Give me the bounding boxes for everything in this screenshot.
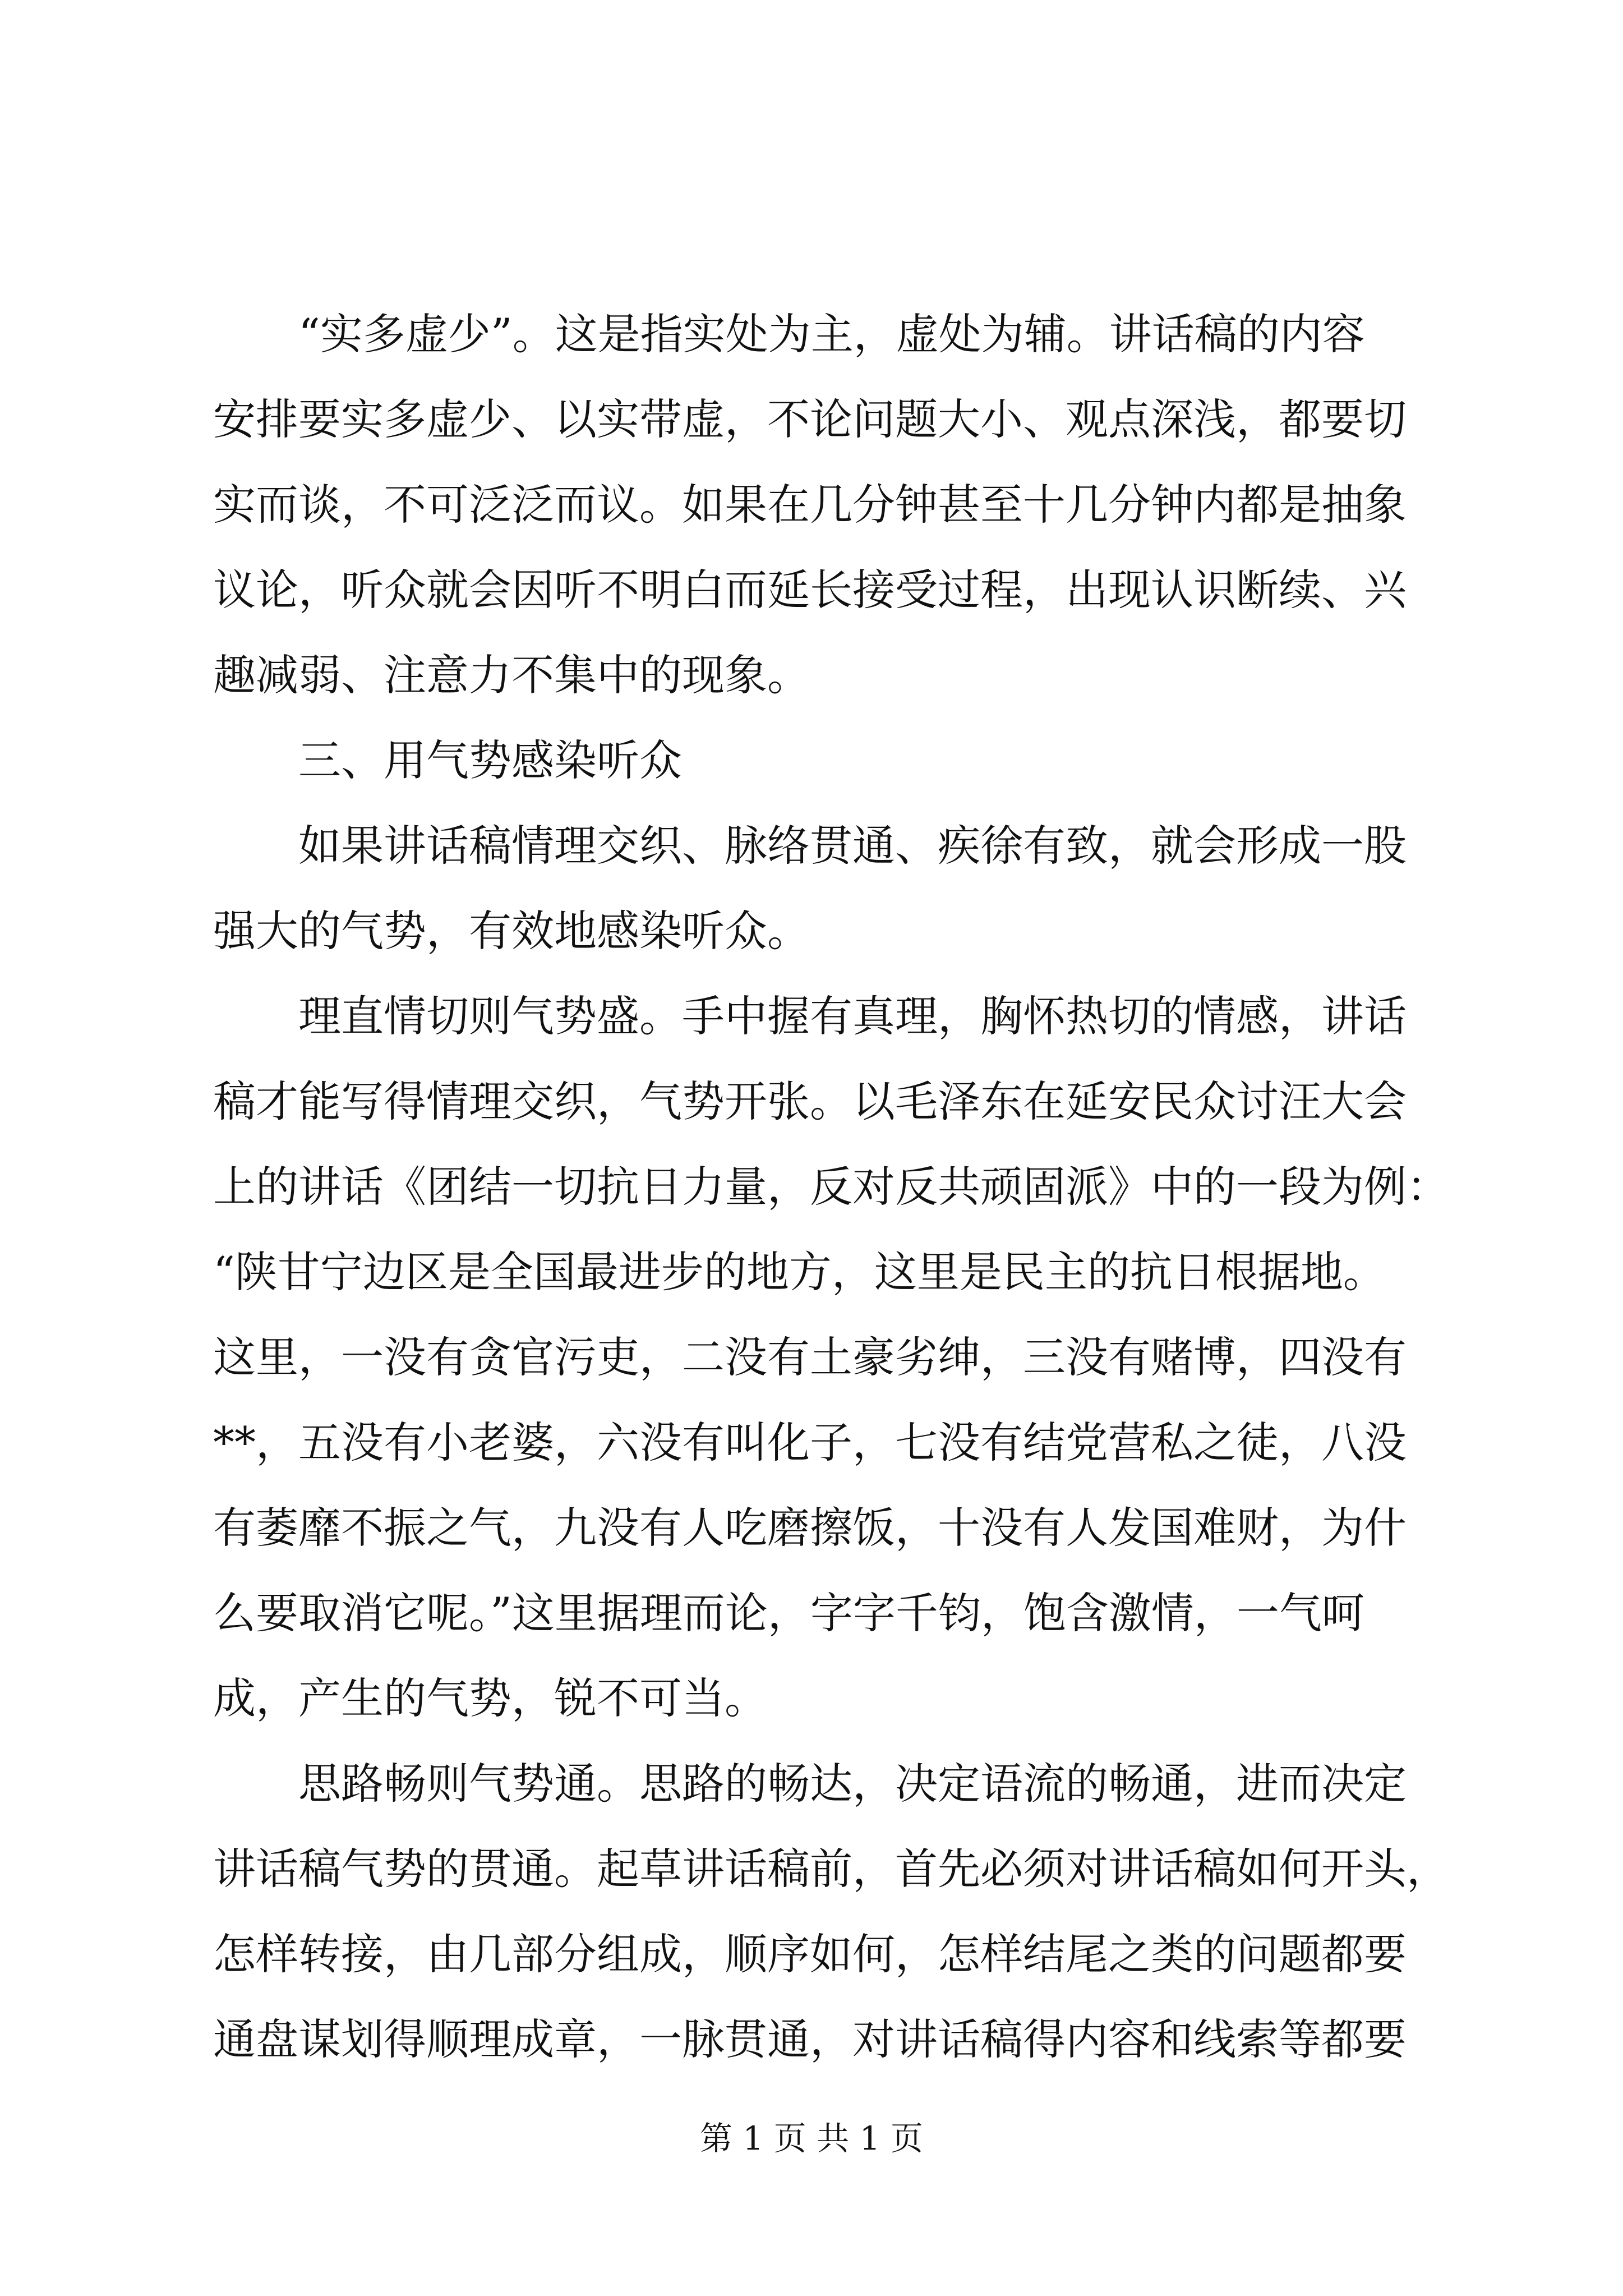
page-footer	[0, 2116, 1623, 2161]
text-line: “实多虚少”。这是指实处为主，虚处为辅。讲话稿的内容	[298, 309, 1365, 359]
text-line: 上的讲话《团结一切抗日力量，反对反共顽固派》中的一段为例：	[213, 1162, 1449, 1212]
text-line: 如果讲话稿情理交织、脉络贯通、疾徐有致，就会形成一股	[298, 821, 1407, 871]
text-line: 安排要实多虚少、以实带虚，不论问题大小、观点深浅，都要切	[213, 394, 1407, 444]
document-body	[213, 292, 1449, 2082]
text-line: 稿才能写得情理交织，气势开张。以毛泽东在延安民众讨汪大会	[213, 1076, 1407, 1126]
section-heading: 三、用气势感染听众	[298, 735, 682, 785]
text-line: 怎样转接，由几部分组成，顺序如何，怎样结尾之类的问题都要	[213, 1929, 1407, 1979]
text-line: 议论，听众就会因听不明白而延长接受过程，出现认识断续、兴	[213, 565, 1407, 615]
text-line: “陕甘宁边区是全国最进步的地方，这里是民主的抗日根据地。	[213, 1247, 1386, 1297]
text-line: 么要取消它呢。”这里据理而论，字字千钧，饱含激情，一气呵	[213, 1588, 1364, 1638]
text-line: 趣减弱、注意力不集中的现象。	[213, 650, 810, 700]
page-number-label: 第 1 页 共 1 页	[700, 2119, 923, 2157]
text-line: **，五没有小老婆，六没有叫化子，七没有结党营私之徒，八没	[213, 1418, 1407, 1467]
text-line: 有萎靡不振之气，九没有人吃磨擦饭，十没有人发国难财，为什	[213, 1503, 1407, 1553]
text-line: 这里，一没有贪官污吏，二没有土豪劣绅，三没有赌博，四没有	[213, 1332, 1407, 1382]
text-line: 成，产生的气势，锐不可当。	[213, 1673, 767, 1723]
text-line: 强大的气势，有效地感染听众。	[213, 906, 810, 956]
text-line: 讲话稿气势的贯通。起草讲话稿前，首先必须对讲话稿如何开头，	[213, 1844, 1449, 1894]
text-line: 通盘谋划得顺理成章，一脉贯通，对讲话稿得内容和线索等都要	[213, 2014, 1407, 2064]
text-line: 理直情切则气势盛。手中握有真理，胸怀热切的情感，讲话	[298, 991, 1407, 1041]
text-line: 思路畅则气势通。思路的畅达，决定语流的畅通，进而决定	[298, 1759, 1407, 1809]
text-line: 实而谈，不可泛泛而议。如果在几分钟甚至十几分钟内都是抽象	[213, 480, 1407, 530]
